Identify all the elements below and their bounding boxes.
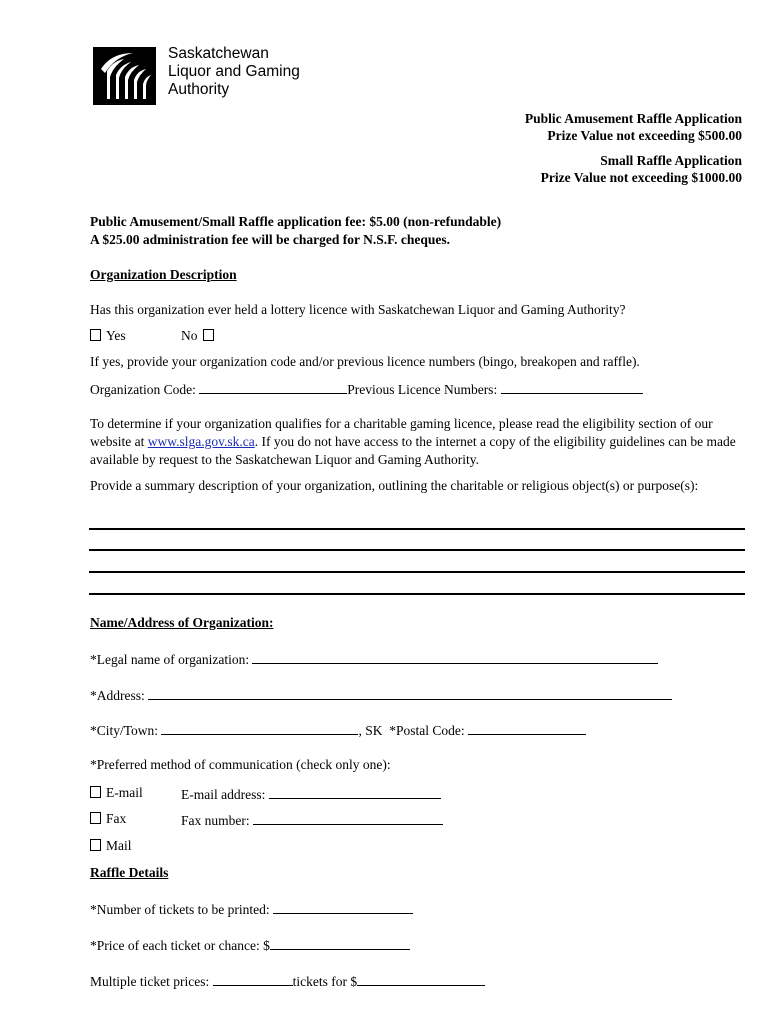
email-address-row: [181, 785, 441, 803]
tickets-row: [90, 900, 413, 918]
no-checkbox[interactable]: [203, 329, 214, 341]
mail-option[interactable]: [90, 838, 132, 854]
no-option[interactable]: [181, 328, 219, 344]
address-label: *Address:: [90, 688, 145, 703]
eligibility-paragraph: [90, 415, 750, 469]
summary-prompt: Provide a summary description of your organization, outlining the charitable or religious object(s) or purpose(s):: [90, 478, 699, 493]
yes-checkbox[interactable]: [90, 329, 101, 341]
address-row: [90, 686, 672, 704]
org-code-row: [90, 380, 643, 398]
legal-name-label: *Legal name of organization:: [90, 652, 250, 667]
slga-website-link[interactable]: www.slga.gov.sk.ca: [147, 434, 255, 449]
email-address-field[interactable]: [269, 785, 441, 799]
price-field[interactable]: [270, 936, 410, 950]
multiple-price-label: Multiple ticket prices:: [90, 974, 210, 989]
price-label: *Price of each ticket or chance: $: [90, 938, 270, 953]
postal-code-label: *Postal Code:: [389, 723, 465, 738]
slga-logo-text: [168, 45, 300, 99]
fax-option-label: Fax: [106, 811, 127, 826]
price-row: [90, 936, 410, 954]
fee-notice: Public Amusement/Small Raffle application fee: $5.00 (non-refundable): [90, 214, 502, 229]
application-title-block-2: [541, 152, 742, 186]
nsf-notice: A $25.00 administration fee will be charged for N.S.F. cheques.: [90, 232, 450, 247]
city-label: *City/Town:: [90, 723, 159, 738]
fax-number-field[interactable]: [253, 811, 443, 825]
if-yes-instructions: If yes, provide your organization code and/or previous licence numbers (bingo, breakopen and raffle).: [90, 354, 640, 369]
section-heading-raffle-details: Raffle Details: [90, 865, 169, 880]
prev-licence-field[interactable]: [501, 380, 643, 394]
communication-prompt: *Preferred method of communication (check only one):: [90, 757, 391, 772]
city-row: [90, 721, 586, 739]
title-small-raffle: Small Raffle Application: [600, 153, 742, 168]
application-title-block: [525, 110, 742, 144]
fax-number-row: [181, 811, 443, 829]
org-code-field[interactable]: [199, 380, 347, 394]
email-option-label: E-mail: [106, 785, 143, 800]
email-checkbox[interactable]: [90, 786, 101, 798]
eligibility-text-2: . If you do not have access to the internet a copy of the eligibility guidelines can be made available by request to the Saskatchewan Liquor and Gaming Authority.: [90, 434, 736, 467]
title-public-amusement: Public Amusement Raffle Application: [524, 111, 742, 126]
legal-name-field[interactable]: [252, 650, 658, 664]
logo-line-2: Liquor and Gaming: [168, 63, 300, 80]
eligibility-text-1: To determine if your organization qualifies for a charitable gaming licence, please read the eligibility section of our website at: [90, 416, 713, 449]
org-code-label: Organization Code:: [90, 382, 196, 397]
multiple-tickets-field[interactable]: [213, 972, 293, 986]
title-small-raffle-limit: Prize Value not exceeding $1000.00: [540, 170, 742, 185]
mail-checkbox[interactable]: [90, 839, 101, 851]
province-text: , SK: [358, 723, 383, 738]
multiple-price-field[interactable]: [357, 972, 485, 986]
yes-label: Yes: [106, 328, 126, 343]
multiple-price-row: [90, 972, 485, 990]
tickets-label: *Number of tickets to be printed:: [90, 902, 270, 917]
slga-logo-mark: [93, 47, 156, 105]
legal-name-row: [90, 650, 658, 668]
address-field[interactable]: [148, 686, 672, 700]
section-heading-name-address: Name/Address of Organization:: [90, 615, 274, 630]
fax-checkbox[interactable]: [90, 812, 101, 824]
no-label: No: [181, 328, 198, 343]
lottery-licence-question: Has this organization ever held a lottery licence with Saskatchewan Liquor and Gaming Authority?: [90, 302, 626, 317]
yes-option[interactable]: [90, 328, 126, 344]
summary-line-1[interactable]: [89, 528, 745, 530]
title-public-amusement-limit: Prize Value not exceeding $500.00: [547, 128, 742, 143]
postal-code-field[interactable]: [468, 721, 586, 735]
summary-line-2[interactable]: [89, 549, 745, 551]
summary-line-4[interactable]: [89, 593, 745, 595]
section-heading-org-description: Organization Description: [90, 267, 237, 282]
fax-option[interactable]: [90, 811, 126, 827]
prev-licence-label: Previous Licence Numbers:: [347, 382, 498, 397]
email-address-label: E-mail address:: [181, 787, 266, 802]
logo-line-1: Saskatchewan: [168, 45, 269, 62]
logo-line-3: Authority: [168, 81, 230, 98]
city-field[interactable]: [161, 721, 358, 735]
email-option[interactable]: [90, 785, 143, 801]
tickets-for-label: tickets for $: [292, 974, 358, 989]
tickets-field[interactable]: [273, 900, 413, 914]
fax-number-label: Fax number:: [181, 813, 250, 828]
summary-line-3[interactable]: [89, 571, 745, 573]
mail-option-label: Mail: [106, 838, 132, 853]
